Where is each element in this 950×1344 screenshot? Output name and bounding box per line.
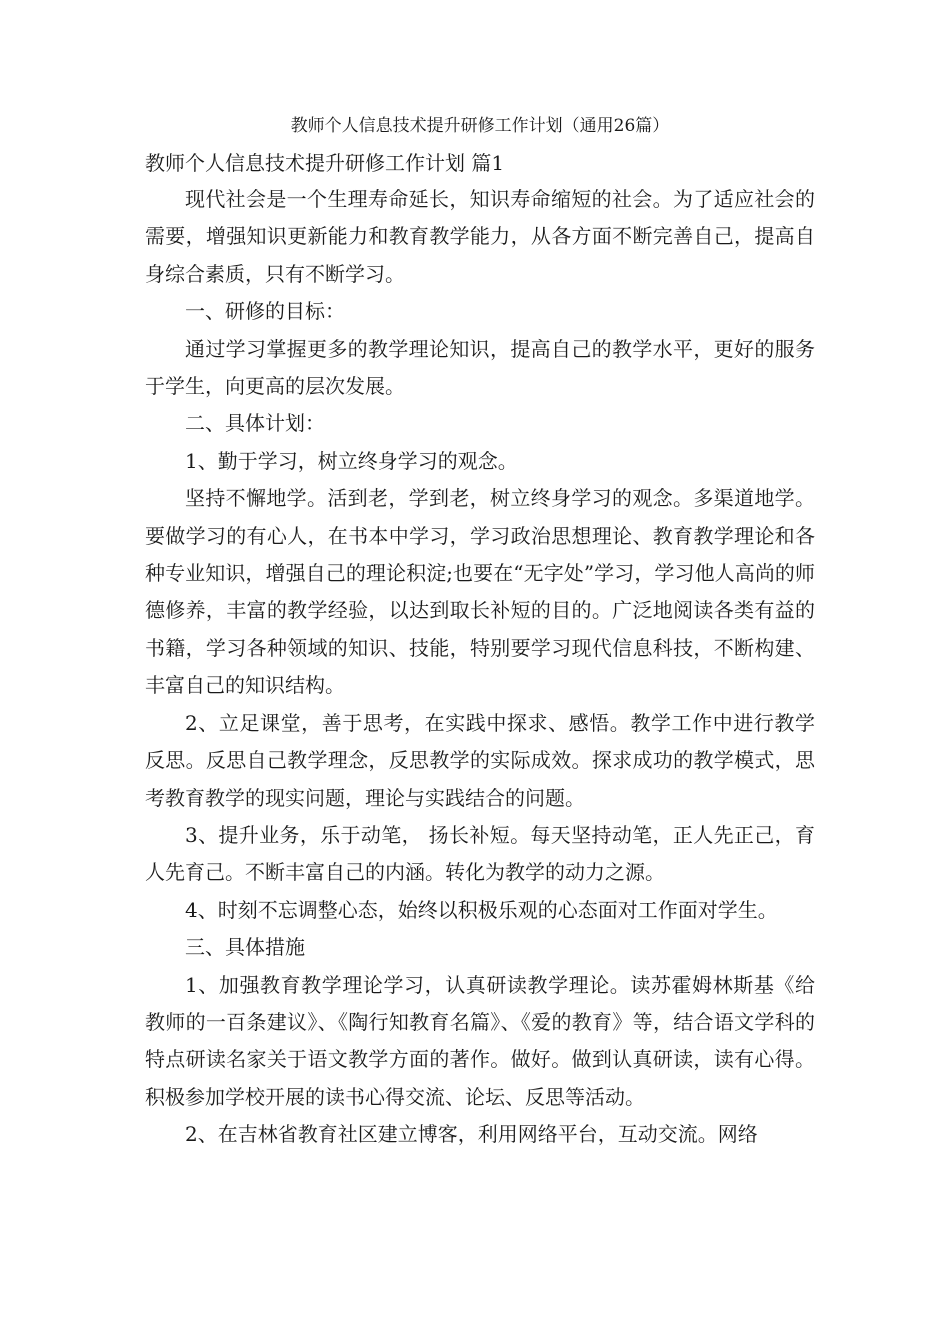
document-page	[145, 112, 815, 1154]
document-title: 教师个人信息技术提升研修工作计划（通用26篇）	[290, 116, 670, 136]
heading-measures: 三、具体措施	[185, 935, 305, 960]
paragraph-intro: 现代社会是一个生理寿命延长，知识寿命缩短的社会。为了适应社会的需要，增强知识更新能力和教育教学能力，从各方面不断完善自己，提高自身综合素质，只有不断学习。	[145, 187, 815, 286]
plan-item-1: 1、勤于学习，树立终身学习的观念。	[185, 448, 518, 473]
paragraph-goals: 通过学习掌握更多的教学理论知识，提高自己的教学水平，更好的服务于学生，向更高的层次发展。	[145, 336, 815, 399]
plan-item-2: 2、立足课堂，善于思考，在实践中探求、感悟。教学工作中进行教学反思。反思自己教学理念，反思教学的实际成效。探求成功的教学模式，思考教育教学的现实问题，理论与实践结合的问题。	[145, 710, 815, 810]
plan-item-3: 3、提升业务，乐于动笔， 扬长补短。每天坚持动笔，正人先正己，育人先育己。不断丰富自己的内涵。转化为教学的动力之源。	[145, 822, 815, 885]
plan-item-4: 4、时刻不忘调整心态，始终以积极乐观的心态面对工作面对学生。	[185, 897, 778, 922]
measure-item-1: 1、加强教育教学理论学习，认真研读教学理论。读苏霍姆林斯基《给教师的一百条建议》、《陶行知教育名篇》、《爱的教育》等，结合语文学科的特点研读名家关于语文教学方面的著作。做好。做到认真研读，读有心得。积极参加学校开展的读书心得交流、论坛、反思等活动。	[145, 972, 815, 1109]
heading-goals: 一、研修的目标：	[185, 299, 345, 324]
measure-item-2: 2、在吉林省教育社区建立博客，利用网络平台，互动交流。网络	[185, 1122, 758, 1147]
paragraph-lifelong-learning: 坚持不懈地学。活到老，学到老，树立终身学习的观念。多渠道地学。要做学习的有心人，在书本中学习，学习政治思想理论、教育教学理论和各种专业知识，增强自己的理论积淀;也要在“无字处”学习，学习他人高尚的师德修养，丰富的教学经验，以达到取长补短的目的。广泛地阅读各类有益的书籍，学习各种领域的知识、技能，特别要学习现代信息科技，不断构建、丰富自己的知识结构。	[145, 486, 815, 698]
heading-plan: 二、具体计划：	[185, 411, 325, 436]
section-heading: 教师个人信息技术提升研修工作计划 篇1	[145, 151, 505, 175]
